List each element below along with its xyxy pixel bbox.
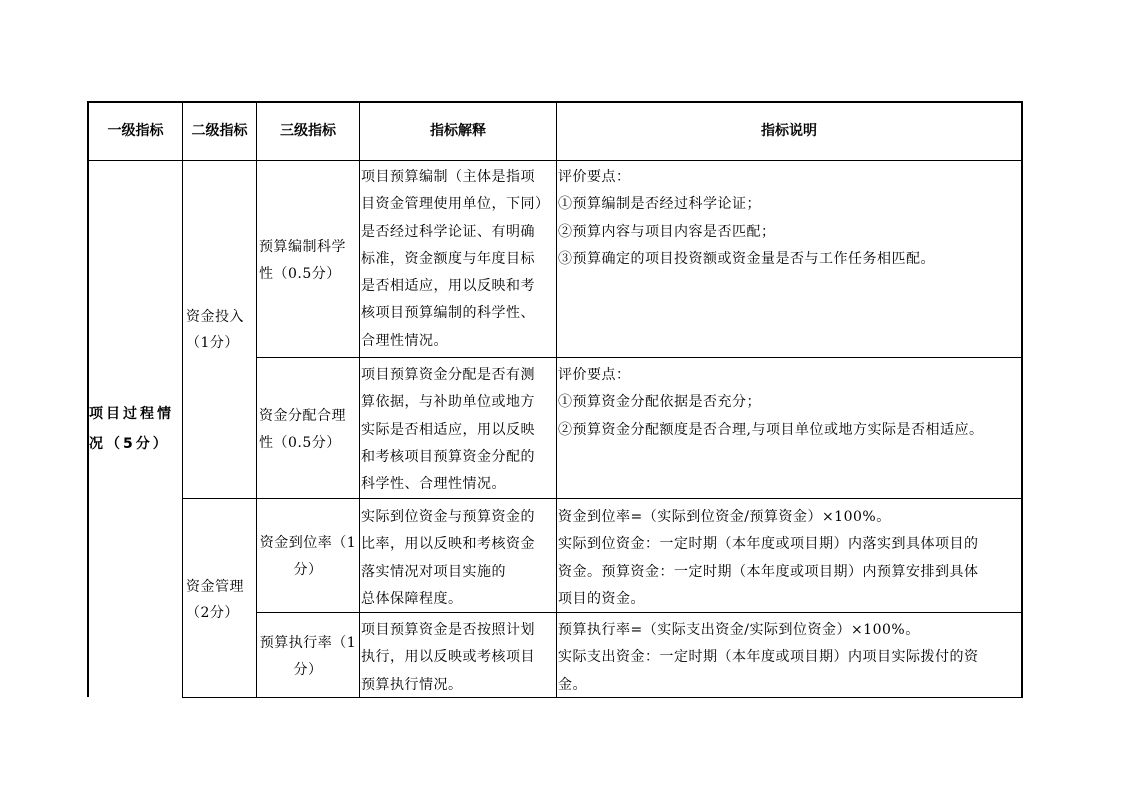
level3-budget-scientific: 预算编制科学 性（0.5分） — [259, 239, 346, 282]
level2-label-funding: 资金投入 （1分） — [186, 309, 244, 351]
note-fund-arrival-rate: 资金到位率=（实际到位资金/预算资金）×100%。 实际到位资金：一定时期（本年度或项目期）内落实到具体项目的 资金。预算资金：一定时期（本年度或项目期）内预算安排到具体 项目的资金。 — [558, 509, 979, 607]
explain-budget-scientific: 项目预算编制（主体是指项 目资金管理使用单位，下同） 是否经过科学论证、有明确 标准，资金额度与年度目标 是否相适应，用以反映和考 核项目预算编制的科学性、 合理性情况。 — [361, 169, 550, 349]
table-right-border — [1021, 101, 1023, 698]
explain-budget-execution: 项目预算资金是否按照计划 执行，用以反映或考核项目 预算执行情况。 — [361, 622, 535, 693]
header-note: 指标说明 — [761, 123, 817, 139]
header-explain: 指标解释 — [430, 123, 486, 139]
level2-label-management: 资金管理 （2分） — [186, 579, 244, 621]
level3-fund-allocation: 资金分配合理 性（0.5分） — [259, 408, 346, 451]
header-level2: 二级指标 — [191, 123, 248, 139]
header-bottom-border — [87, 160, 1023, 161]
explain-fund-allocation: 项目预算资金分配是否有测 算依据，与补助单位或地方 实际是否相适应，用以反映 和考核项目预算资金分配的 科学性、合理性情况。 — [361, 367, 535, 493]
col4-border — [359, 101, 360, 697]
col2-border — [182, 101, 183, 697]
note-budget-execution: 预算执行率=（实际支出资金/实际到位资金）×100%。 实际支出资金：一定时期（本年度或项目期）内项目实际拨付的资 金。 — [558, 622, 979, 693]
header-level1: 一级指标 — [107, 123, 164, 139]
note-budget-scientific: 评价要点： ①预算编制是否经过科学论证； ②预算内容与项目内容是否匹配； ③预算确定的项目投资额或资金量是否与工作任务相匹配。 — [558, 169, 935, 267]
level3-budget-execution: 预算执行率（1 分） — [259, 635, 357, 678]
col3-border — [256, 101, 257, 697]
level3-fund-arrival-rate: 资金到位率（1 分） — [259, 535, 357, 578]
row1-bottom-border — [256, 357, 1023, 358]
header-level3: 三级指标 — [280, 123, 336, 139]
note-fund-allocation: 评价要点： ①预算资金分配依据是否充分； ②预算资金分配额度是否合理,与项目单位或地方实际是否相适应。 — [558, 367, 984, 438]
level1-label: 项目过程情况（5分） — [89, 406, 174, 452]
row2-bottom-border — [182, 498, 1023, 499]
explain-fund-arrival-rate: 实际到位资金与预算资金的 比率，用以反映和考核资金 落实情况对项目实施的 总体保障程度。 — [361, 509, 535, 607]
